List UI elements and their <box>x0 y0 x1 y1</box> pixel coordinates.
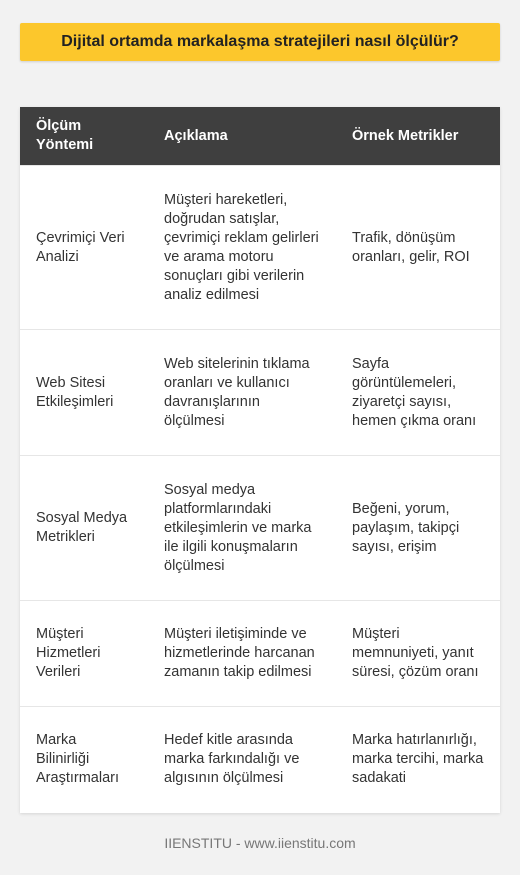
cell-description: Web sitelerinin tıklama oranları ve kullanıcı davranışlarının ölçülmesi <box>148 330 336 456</box>
header-method: Ölçüm Yöntemi <box>20 107 148 166</box>
cell-metrics: Müşteri memnuniyeti, yanıt süresi, çözüm oranı <box>336 601 500 707</box>
cell-method: Marka Bilinirliği Araştırmaları <box>20 707 148 813</box>
cell-metrics: Trafik, dönüşüm oranları, gelir, ROI <box>336 166 500 330</box>
cell-method: Müşteri Hizmetleri Verileri <box>20 601 148 707</box>
table-header-row <box>20 107 500 166</box>
metrics-table <box>20 107 500 813</box>
cell-description: Müşteri hareketleri, doğrudan satışlar, çevrimiçi reklam gelirleri ve arama motoru sonuçları gibi verilerin analiz edilmesi <box>148 166 336 330</box>
page-title: Dijital ortamda markalaşma stratejileri nasıl ölçülür? <box>61 33 459 50</box>
cell-metrics: Sayfa görüntülemeleri, ziyaretçi sayısı, hemen çıkma oranı <box>336 330 500 456</box>
table-row <box>20 456 500 601</box>
cell-description: Sosyal medya platformlarındaki etkileşimlerin ve marka ile ilgili konuşmaların ölçülmesi <box>148 456 336 601</box>
cell-metrics: Beğeni, yorum, paylaşım, takipçi sayısı, erişim <box>336 456 500 601</box>
table-row <box>20 330 500 456</box>
table-row <box>20 601 500 707</box>
title-banner <box>20 23 500 61</box>
cell-description: Müşteri iletişiminde ve hizmetlerinde harcanan zamanın takip edilmesi <box>148 601 336 707</box>
table-row <box>20 707 500 813</box>
footer-credit: IIENSTITU - www.iienstitu.com <box>164 835 356 851</box>
cell-method: Sosyal Medya Metrikleri <box>20 456 148 601</box>
header-description: Açıklama <box>148 107 336 166</box>
cell-description: Hedef kitle arasında marka farkındalığı ve algısının ölçülmesi <box>148 707 336 813</box>
cell-metrics: Marka hatırlanırlığı, marka tercihi, marka sadakati <box>336 707 500 813</box>
cell-method: Web Sitesi Etkileşimleri <box>20 330 148 456</box>
table-row <box>20 166 500 330</box>
cell-method: Çevrimiçi Veri Analizi <box>20 166 148 330</box>
header-example-metrics: Örnek Metrikler <box>336 107 500 166</box>
